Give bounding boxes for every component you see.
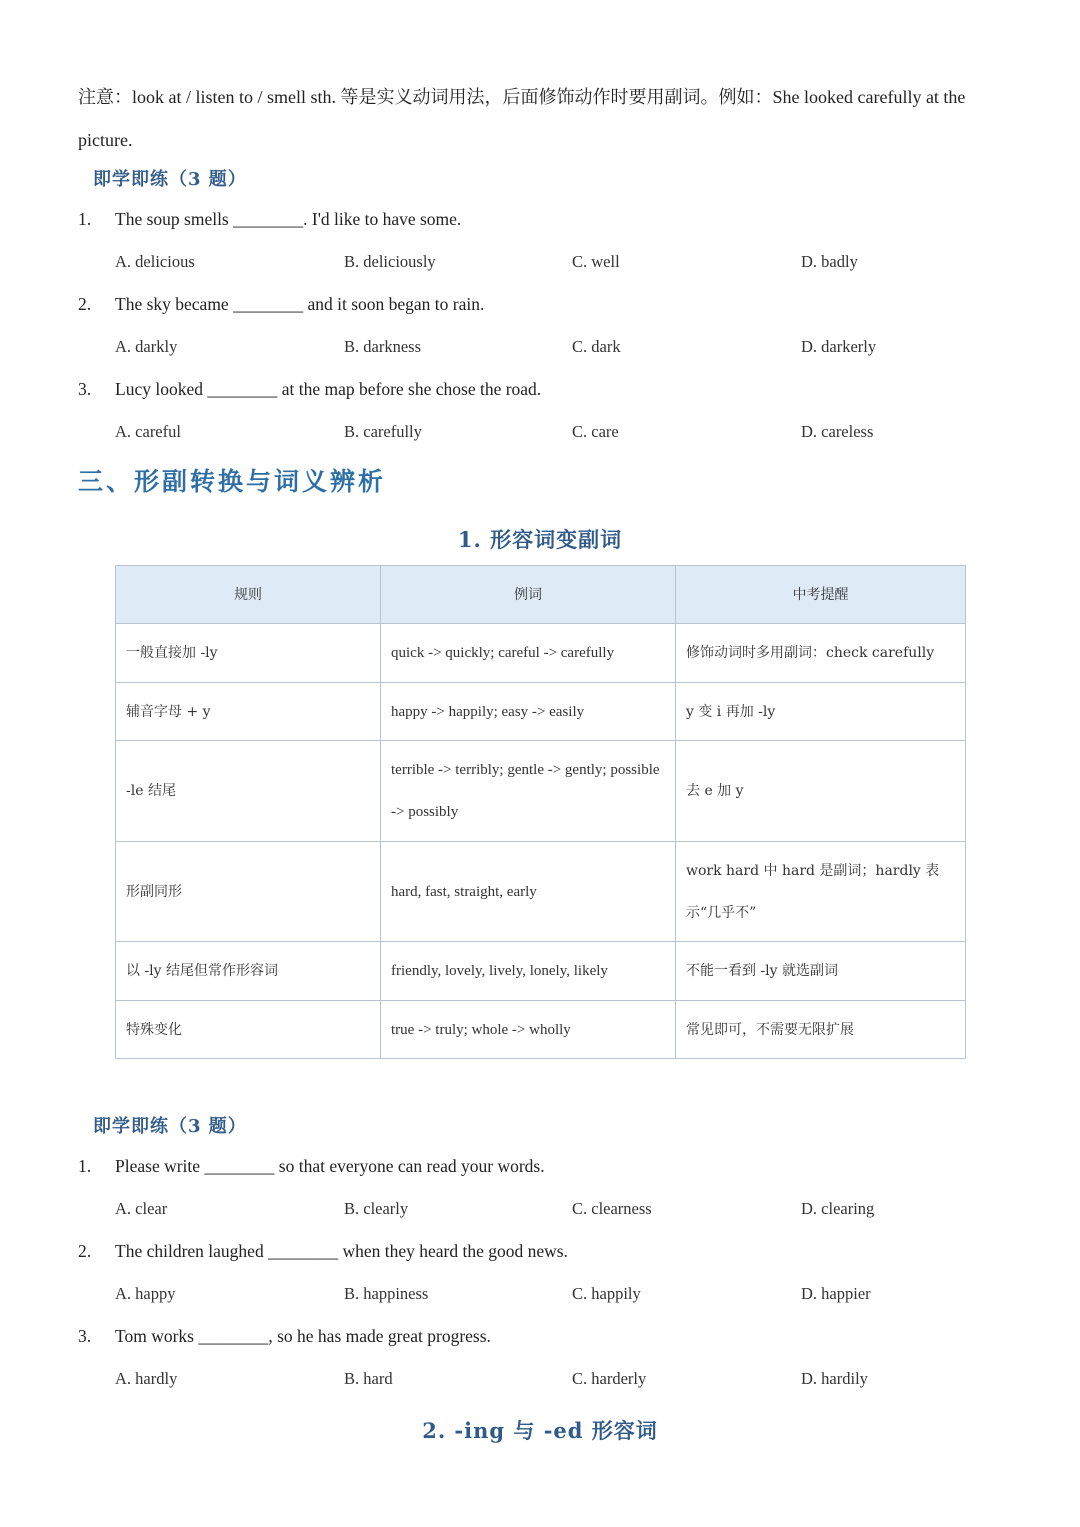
question-text: Please write ________ so that everyone can read your words. — [115, 1156, 545, 1176]
option-c[interactable]: C. well — [572, 252, 620, 271]
option-d[interactable]: D. hardily — [801, 1369, 868, 1388]
table-row — [116, 942, 966, 1001]
option-c[interactable]: C. dark — [572, 337, 621, 356]
subsection-title: 2. -ing 与 -ed 形容词 — [422, 1418, 658, 1443]
cell-rule: 一般直接加 -ly — [116, 624, 381, 683]
question-number: 1. — [78, 1156, 92, 1176]
cell-tip: work hard 中 hard 是副词；hardly 表示“几乎不” — [676, 842, 966, 942]
note-paragraph: 注意：look at / listen to / smell sth. 等是实义动词用法，后面修饰动作时要用副词。例如：She looked carefully at the picture. — [78, 87, 966, 150]
option-a[interactable]: A. hardly — [115, 1369, 178, 1388]
table-row — [116, 1001, 966, 1059]
cell-example: true -> truly; whole -> wholly — [381, 1001, 676, 1059]
question-stem — [78, 1326, 491, 1347]
option-c[interactable]: C. harderly — [572, 1369, 647, 1388]
question-text: The sky became ________ and it soon began to rain. — [115, 294, 485, 314]
option-d[interactable]: D. careless — [801, 422, 874, 441]
cell-example: quick -> quickly; careful -> carefully — [381, 624, 676, 683]
section-title: 三、形副转换与词义辨析 — [78, 467, 387, 496]
table-header-row — [116, 566, 966, 624]
option-a[interactable]: A. delicious — [115, 252, 195, 271]
cell-rule: 形副同形 — [116, 842, 381, 942]
header-example: 例词 — [381, 566, 676, 624]
question-number: 3. — [78, 379, 92, 399]
option-a[interactable]: A. happy — [115, 1284, 176, 1303]
option-b[interactable]: B. carefully — [344, 422, 422, 441]
practice-title: 即学即练（3 题） — [93, 169, 247, 190]
cell-tip: y 变 i 再加 -ly — [676, 683, 966, 741]
option-c[interactable]: C. clearness — [572, 1199, 652, 1218]
option-a[interactable]: A. clear — [115, 1199, 168, 1218]
cell-rule: 以 -ly 结尾但常作形容词 — [116, 942, 381, 1001]
cell-tip: 修饰动词时多用副词：check carefully — [676, 624, 966, 683]
question-number: 1. — [78, 209, 92, 229]
question-number: 2. — [78, 1241, 92, 1261]
option-b[interactable]: B. hard — [344, 1369, 393, 1388]
question-number: 3. — [78, 1326, 92, 1346]
question-text: Tom works ________, so he has made great progress. — [115, 1326, 491, 1346]
question-stem — [78, 1241, 568, 1262]
table-row — [116, 683, 966, 741]
question-number: 2. — [78, 294, 92, 314]
question-text: Lucy looked ________ at the map before she chose the road. — [115, 379, 542, 399]
option-b[interactable]: B. darkness — [344, 337, 421, 356]
table-row — [116, 842, 966, 942]
cell-tip: 去 e 加 y — [676, 741, 966, 842]
cell-rule: -le 结尾 — [116, 741, 381, 842]
question-stem — [78, 209, 461, 230]
option-c[interactable]: C. happily — [572, 1284, 641, 1303]
table-row — [116, 624, 966, 683]
cell-example: friendly, lovely, lively, lonely, likely — [381, 942, 676, 1001]
option-d[interactable]: D. darkerly — [801, 337, 877, 356]
cell-tip: 不能一看到 -ly 就选副词 — [676, 942, 966, 1001]
subsection-title: 1. 形容词变副词 — [457, 527, 623, 552]
option-d[interactable]: D. badly — [801, 252, 858, 271]
cell-example: hard, fast, straight, early — [381, 842, 676, 942]
rules-table — [115, 565, 966, 1059]
cell-rule: 特殊变化 — [116, 1001, 381, 1059]
cell-rule: 辅音字母 + y — [116, 683, 381, 741]
header-rule: 规则 — [116, 566, 381, 624]
option-b[interactable]: B. clearly — [344, 1199, 409, 1218]
option-b[interactable]: B. deliciously — [344, 252, 436, 271]
question-stem — [78, 1156, 545, 1177]
question-stem — [78, 379, 541, 400]
cell-example: terrible -> terribly; gentle -> gently; possible -> possibly — [381, 741, 676, 842]
practice-title: 即学即练（3 题） — [93, 1116, 247, 1137]
option-d[interactable]: D. clearing — [801, 1199, 875, 1218]
question-text: The children laughed ________ when they heard the good news. — [115, 1241, 568, 1261]
option-a[interactable]: A. darkly — [115, 337, 178, 356]
header-tip: 中考提醒 — [676, 566, 966, 624]
option-c[interactable]: C. care — [572, 422, 619, 441]
option-b[interactable]: B. happiness — [344, 1284, 429, 1303]
table-row — [116, 741, 966, 842]
cell-example: happy -> happily; easy -> easily — [381, 683, 676, 741]
question-stem — [78, 294, 484, 315]
option-a[interactable]: A. careful — [115, 422, 181, 441]
cell-tip: 常见即可，不需要无限扩展 — [676, 1001, 966, 1059]
question-text: The soup smells ________. I'd like to have some. — [115, 209, 462, 229]
option-d[interactable]: D. happier — [801, 1284, 871, 1303]
